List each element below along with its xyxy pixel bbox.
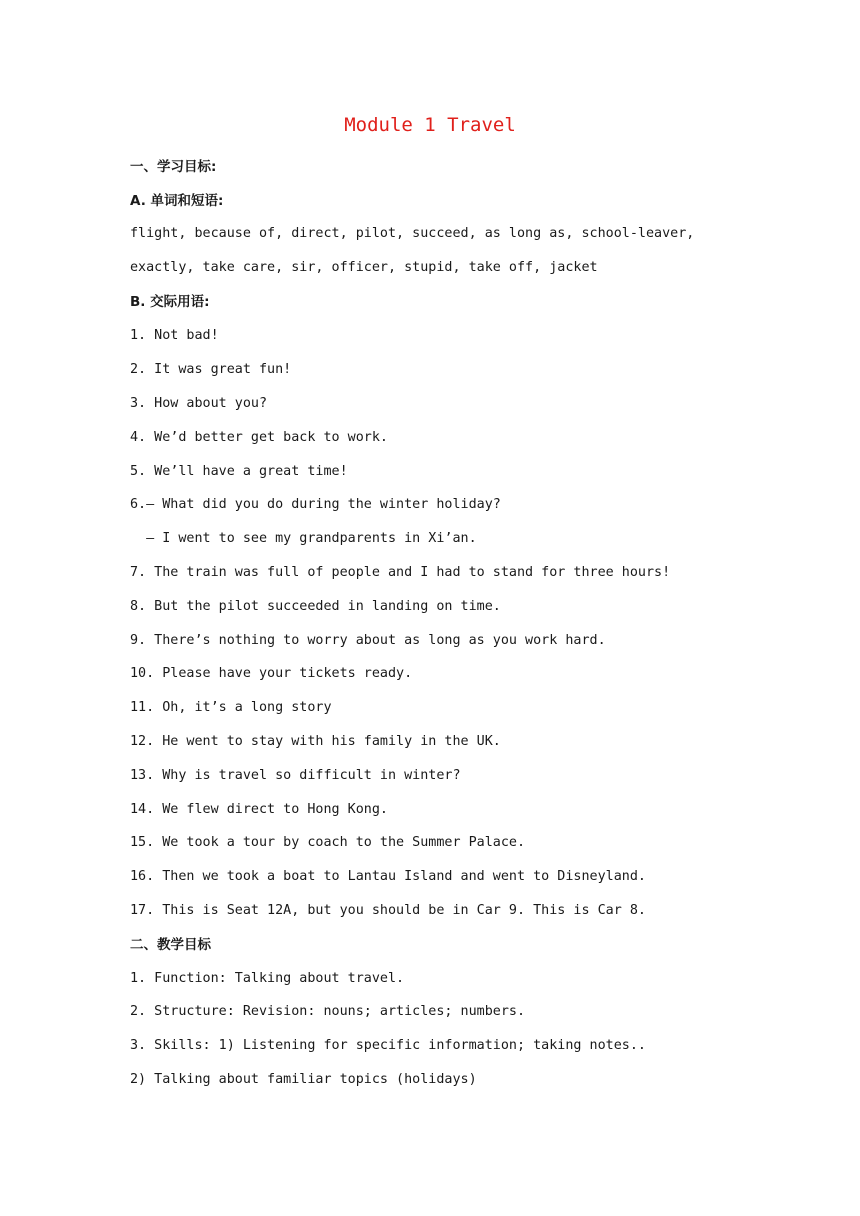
phrase-item: 13. Why is travel so difficult in winter?	[130, 768, 461, 783]
phrase-item: 14. We flew direct to Hong Kong.	[130, 802, 388, 817]
section-heading-teaching-goals: 二、教学目标	[130, 937, 211, 953]
phrase-item: 7. The train was full of people and I had to stand for three hours!	[130, 565, 671, 580]
phrase-item: 15. We took a tour by coach to the Summer Palace.	[130, 835, 526, 850]
phrase-item: 2. It was great fun!	[130, 362, 292, 377]
phrase-item: 12. He went to stay with his family in the UK.	[130, 734, 501, 749]
subheading-communication-phrases: B. 交际用语:	[130, 294, 210, 310]
phrase-item: 9. There’s nothing to worry about as long as you work hard.	[130, 633, 606, 648]
goal-item: 1. Function: Talking about travel.	[130, 971, 405, 986]
phrase-item: 1. Not bad!	[130, 328, 219, 343]
phrase-item: 11. Oh, it’s a long story	[130, 700, 332, 715]
phrase-item: — I went to see my grandparents in Xi’an.	[130, 531, 477, 546]
phrase-item: 8. But the pilot succeeded in landing on time.	[130, 599, 501, 614]
phrase-item: 17. This is Seat 12A, but you should be in Car 9. This is Car 8.	[130, 903, 646, 918]
phrase-item: 6.— What did you do during the winter holiday?	[130, 497, 501, 512]
goal-item: 2. Structure: Revision: nouns; articles; numbers.	[130, 1004, 526, 1019]
subheading-words-phrases: A. 单词和短语:	[130, 193, 224, 209]
phrase-item: 4. We’d better get back to work.	[130, 430, 388, 445]
phrase-item: 10. Please have your tickets ready.	[130, 666, 413, 681]
phrase-item: 3. How about you?	[130, 396, 268, 411]
vocabulary-list: flight, because of, direct, pilot, succeed, as long as, school-leaver, exactly, take care, sir, officer, stupid, take off, jacket	[130, 226, 695, 275]
phrase-item: 16. Then we took a boat to Lantau Island and went to Disneyland.	[130, 869, 646, 884]
goal-item: 3. Skills: 1) Listening for specific information; taking notes..	[130, 1038, 646, 1053]
goal-item: 2) Talking about familiar topics (holidays)	[130, 1072, 477, 1087]
section-heading-learning-goals: 一、学习目标:	[130, 159, 217, 175]
phrase-item: 5. We’ll have a great time!	[130, 464, 348, 479]
document-title: Module 1 Travel	[344, 114, 516, 136]
